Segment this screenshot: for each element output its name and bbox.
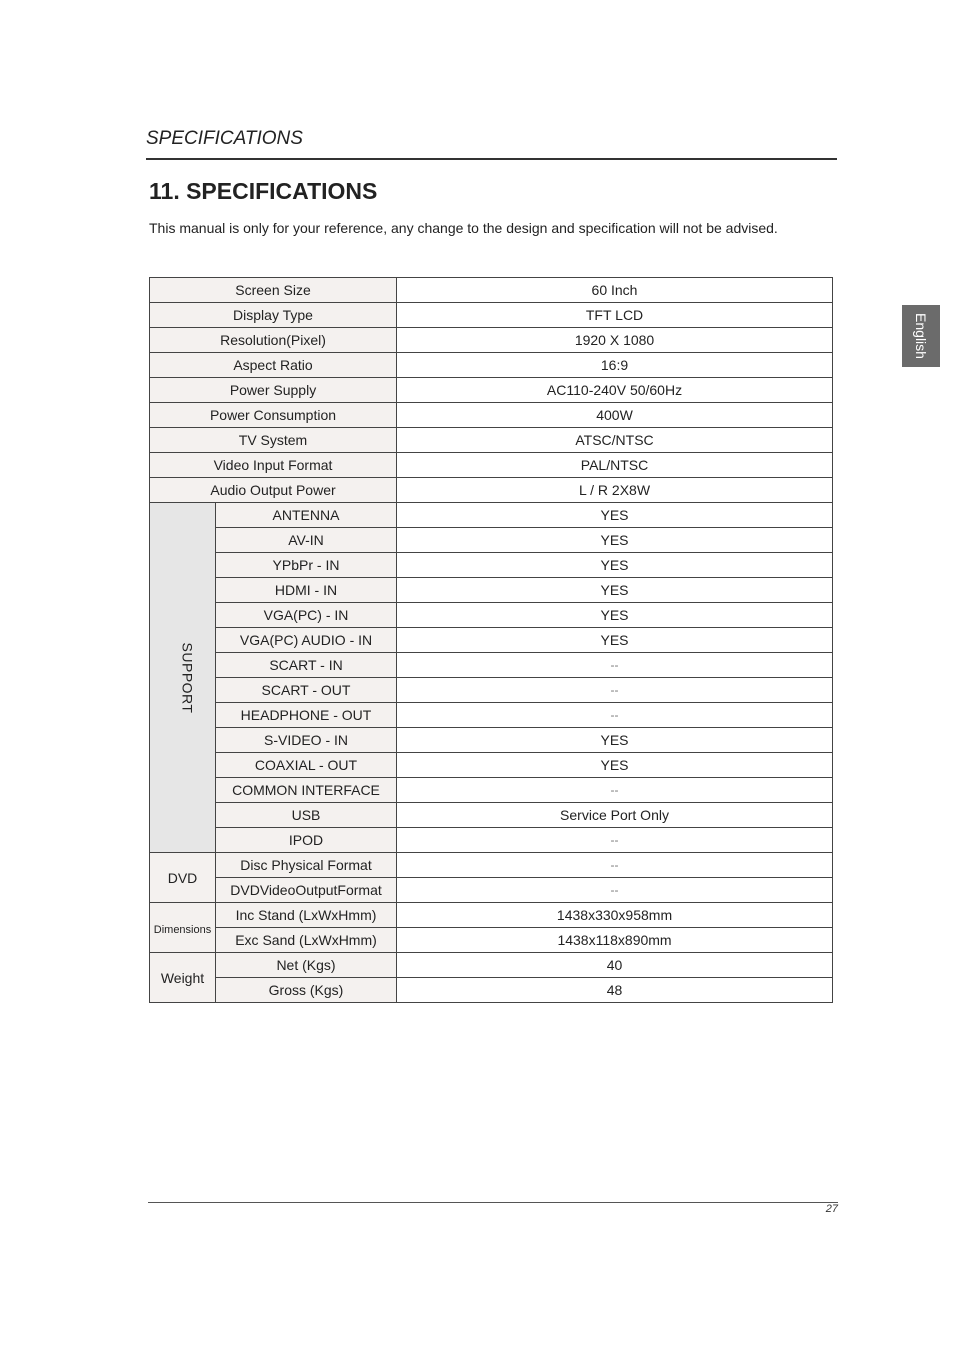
header-divider bbox=[146, 158, 837, 160]
spec-label: VGA(PC) AUDIO - IN bbox=[216, 628, 397, 653]
spec-value: 60 Inch bbox=[397, 278, 833, 303]
spec-label: DVDVideoOutputFormat bbox=[216, 878, 397, 903]
specifications-table bbox=[149, 277, 833, 1003]
spec-value: -- bbox=[397, 703, 833, 728]
table-row bbox=[150, 528, 833, 553]
spec-label: HDMI - IN bbox=[216, 578, 397, 603]
spec-label: Video Input Format bbox=[150, 453, 397, 478]
spec-label: Power Consumption bbox=[150, 403, 397, 428]
table-row bbox=[150, 553, 833, 578]
spec-value: YES bbox=[397, 553, 833, 578]
spec-label: Inc Stand (LxWxHmm) bbox=[216, 903, 397, 928]
spec-value: 1438x330x958mm bbox=[397, 903, 833, 928]
spec-label: Audio Output Power bbox=[150, 478, 397, 503]
spec-label: Disc Physical Format bbox=[216, 853, 397, 878]
spec-value: 400W bbox=[397, 403, 833, 428]
intro-text: This manual is only for your reference, any change to the design and specification will not be advised. bbox=[149, 220, 778, 236]
table-row bbox=[150, 603, 833, 628]
spec-value: -- bbox=[397, 828, 833, 853]
table-row bbox=[150, 478, 833, 503]
spec-value: YES bbox=[397, 753, 833, 778]
table-row bbox=[150, 453, 833, 478]
spec-value: -- bbox=[397, 878, 833, 903]
spec-value: 1438x118x890mm bbox=[397, 928, 833, 953]
table-row bbox=[150, 928, 833, 953]
specifications-table-body bbox=[150, 278, 833, 1003]
spec-label: USB bbox=[216, 803, 397, 828]
table-row bbox=[150, 978, 833, 1003]
spec-label: COMMON INTERFACE bbox=[216, 778, 397, 803]
spec-label: YPbPr - IN bbox=[216, 553, 397, 578]
spec-value: -- bbox=[397, 653, 833, 678]
spec-label: S-VIDEO - IN bbox=[216, 728, 397, 753]
table-row bbox=[150, 578, 833, 603]
table-row bbox=[150, 728, 833, 753]
spec-label: Display Type bbox=[150, 303, 397, 328]
table-row bbox=[150, 428, 833, 453]
table-row bbox=[150, 653, 833, 678]
table-row bbox=[150, 803, 833, 828]
table-row bbox=[150, 353, 833, 378]
spec-value: YES bbox=[397, 628, 833, 653]
spec-label: HEADPHONE - OUT bbox=[216, 703, 397, 728]
spec-value: Service Port Only bbox=[397, 803, 833, 828]
spec-label: COAXIAL - OUT bbox=[216, 753, 397, 778]
spec-value: YES bbox=[397, 503, 833, 528]
spec-label: TV System bbox=[150, 428, 397, 453]
spec-value: L / R 2X8W bbox=[397, 478, 833, 503]
spec-value: -- bbox=[397, 778, 833, 803]
spec-label: VGA(PC) - IN bbox=[216, 603, 397, 628]
spec-label: AV-IN bbox=[216, 528, 397, 553]
support-group-text: SUPPORT bbox=[179, 642, 196, 713]
dimensions-group-label bbox=[150, 903, 216, 953]
table-row bbox=[150, 303, 833, 328]
table-row bbox=[150, 378, 833, 403]
footer-divider bbox=[148, 1202, 838, 1203]
table-row bbox=[150, 953, 833, 978]
table-row bbox=[150, 628, 833, 653]
weight-group-text: Weight bbox=[160, 969, 205, 986]
spec-value: PAL/NTSC bbox=[397, 453, 833, 478]
spec-label: Gross (Kgs) bbox=[216, 978, 397, 1003]
spec-value: 48 bbox=[397, 978, 833, 1003]
table-row bbox=[150, 678, 833, 703]
spec-label: SCART - OUT bbox=[216, 678, 397, 703]
dvd-group-text: DVD bbox=[167, 869, 198, 886]
spec-value: -- bbox=[397, 678, 833, 703]
spec-value: YES bbox=[397, 728, 833, 753]
spec-value: YES bbox=[397, 528, 833, 553]
section-header: SPECIFICATIONS bbox=[146, 128, 303, 149]
spec-value: ATSC/NTSC bbox=[397, 428, 833, 453]
spec-value: YES bbox=[397, 578, 833, 603]
table-row bbox=[150, 403, 833, 428]
spec-value: -- bbox=[397, 853, 833, 878]
spec-value: 40 bbox=[397, 953, 833, 978]
spec-label: IPOD bbox=[216, 828, 397, 853]
language-tab bbox=[902, 305, 940, 367]
spec-label: Screen Size bbox=[150, 278, 397, 303]
table-row bbox=[150, 778, 833, 803]
table-row bbox=[150, 853, 833, 878]
support-group-label bbox=[150, 503, 216, 853]
spec-label: SCART - IN bbox=[216, 653, 397, 678]
spec-label: Net (Kgs) bbox=[216, 953, 397, 978]
spec-label: ANTENNA bbox=[216, 503, 397, 528]
spec-label: Aspect Ratio bbox=[150, 353, 397, 378]
table-row bbox=[150, 703, 833, 728]
spec-value: AC110-240V 50/60Hz bbox=[397, 378, 833, 403]
spec-label: Exc Sand (LxWxHmm) bbox=[216, 928, 397, 953]
language-tab-label: English bbox=[913, 313, 929, 359]
page-title: 11. SPECIFICATIONS bbox=[149, 178, 378, 204]
table-row bbox=[150, 753, 833, 778]
page-number: 27 bbox=[825, 1203, 838, 1215]
table-row bbox=[150, 878, 833, 903]
table-row bbox=[150, 503, 833, 528]
dimensions-group-text: Dimensions bbox=[153, 923, 212, 936]
spec-value: YES bbox=[397, 603, 833, 628]
table-row bbox=[150, 903, 833, 928]
weight-group-label bbox=[150, 953, 216, 1003]
table-row bbox=[150, 828, 833, 853]
spec-value: TFT LCD bbox=[397, 303, 833, 328]
dvd-group-label bbox=[150, 853, 216, 903]
table-row bbox=[150, 328, 833, 353]
spec-value: 16:9 bbox=[397, 353, 833, 378]
spec-label: Resolution(Pixel) bbox=[150, 328, 397, 353]
table-row bbox=[150, 278, 833, 303]
spec-label: Power Supply bbox=[150, 378, 397, 403]
spec-value: 1920 X 1080 bbox=[397, 328, 833, 353]
